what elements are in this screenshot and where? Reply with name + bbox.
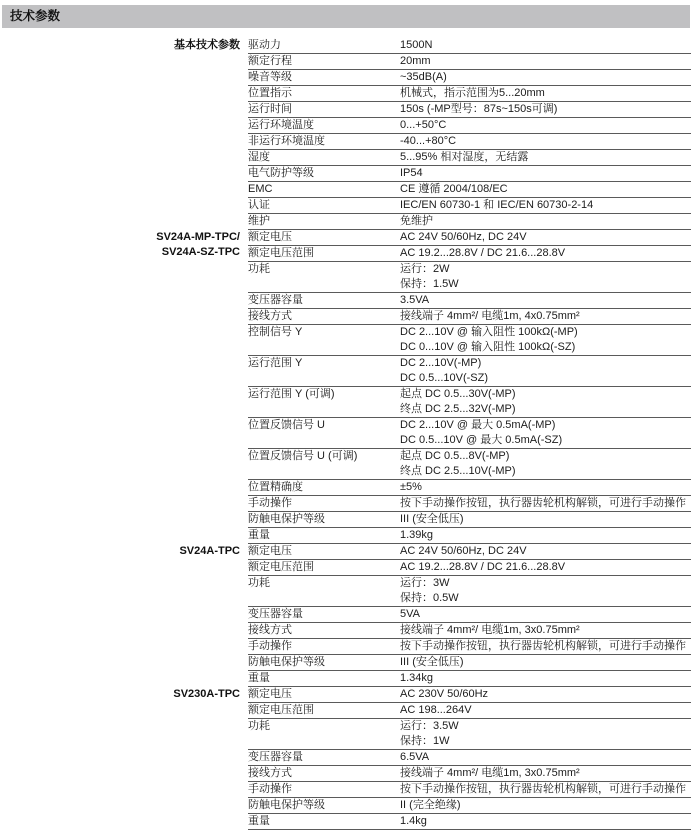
param-value [400,703,691,718]
param-name: 额定行程 [248,55,292,67]
param-value-line: AC 19.2...28.8V / DC 21.6...28.8V [400,247,566,259]
spec-section [0,38,694,230]
spec-row [248,86,691,102]
param-value-line: 20mm [400,55,431,67]
spec-row [248,182,691,198]
param-name: 运行环境温度 [248,119,314,131]
param-value-line: 按下手动操作按钮，执行器齿轮机构解锁，可进行手动操作 [400,783,686,795]
param-name: 手动操作 [248,640,292,652]
spec-row [248,671,691,687]
param-value [400,766,691,781]
param-name: 运行范围 Y [248,357,303,369]
param-value-line: ~35dB(A) [400,71,447,83]
spec-row [248,496,691,512]
param-value-line: 3.5VA [400,294,430,306]
param-value [400,544,691,559]
section-label [0,230,248,260]
param-value [400,418,691,448]
param-name: 湿度 [248,151,270,163]
param-name: 接线方式 [248,767,292,779]
param-name: 额定电压 [248,231,292,243]
param-value [400,198,691,213]
param-value-line: 保持：1W [400,735,450,747]
param-value [400,528,691,543]
param-name: 额定电压范围 [248,247,314,259]
param-name: 额定电压 [248,545,292,557]
param-value [400,150,691,165]
section-label [0,544,248,559]
spec-row [248,118,691,134]
param-name: 重量 [248,815,270,827]
param-value [400,182,691,197]
param-name: 认证 [248,199,270,211]
spec-table [0,38,694,830]
param-value-line: DC 2...10V(-MP) [400,357,482,369]
spec-row [248,750,691,766]
param-name: 额定电压范围 [248,561,314,573]
param-name: 噪音等级 [248,71,292,83]
section-header-bar [2,5,690,28]
param-value-line: DC 2...10V @ 输入阻性 100kΩ(-MP) [400,326,578,338]
param-value-line: III (安全低压) [400,513,464,525]
spec-row [248,356,691,387]
spec-row [248,166,691,182]
param-value-line: AC 24V 50/60Hz, DC 24V [400,231,527,243]
spec-row [248,687,691,703]
spec-row [248,607,691,623]
param-name: 驱动力 [248,39,281,51]
param-value-line: III (安全低压) [400,656,464,668]
param-value [400,309,691,324]
param-value-line: DC 0.5...10V @ 最大 0.5mA(-SZ) [400,434,563,446]
param-value [400,118,691,133]
param-value-line: DC 0...10V @ 输入阻性 100kΩ(-SZ) [400,341,576,353]
spec-row [248,782,691,798]
param-name: 变压器容量 [248,608,303,620]
param-name: 电气防护等级 [248,167,314,179]
param-value-line: 150s (-MP型号：87s~150s可调) [400,103,558,115]
param-value [400,449,691,479]
param-value-line: 起点 DC 0.5...8V(-MP) [400,450,510,462]
param-name: 功耗 [248,720,270,732]
param-value [400,719,691,749]
param-value-line: 运行：2W [400,263,450,275]
param-value-line: 终点 DC 2.5...10V(-MP) [400,465,516,477]
param-value-line: IP54 [400,167,423,179]
param-name: 变压器容量 [248,294,303,306]
param-name: 接线方式 [248,624,292,636]
param-value-line: AC 198...264V [400,704,472,716]
spec-row [248,293,691,309]
param-value-line: 1.4kg [400,815,427,827]
param-value-line: 1.34kg [400,672,434,684]
section-label-line: SV24A-TPC [179,545,240,557]
param-value-line: 1500N [400,39,433,51]
spec-row [248,512,691,528]
param-name: 非运行环境温度 [248,135,325,147]
param-value-line: 6.5VA [400,751,430,763]
param-value [400,814,691,829]
param-value [400,166,691,181]
param-value-line: DC 0.5...10V(-SZ) [400,372,489,384]
spec-row [248,719,691,750]
param-value-line: 保持：1.5W [400,278,459,290]
spec-row [248,480,691,496]
page-title: 技术参数 [10,9,61,23]
param-value-line: ±5% [400,481,422,493]
param-value [400,38,691,53]
spec-row [248,246,691,262]
param-value-line: 终点 DC 2.5...32V(-MP) [400,403,516,415]
section-label-line: SV230A-TPC [173,688,240,700]
param-value-line: IEC/EN 60730-1 和 IEC/EN 60730-2-14 [400,199,594,211]
param-value [400,134,691,149]
section-label [0,38,248,53]
param-value [400,750,691,765]
spec-row [248,623,691,639]
param-name: 变压器容量 [248,751,303,763]
param-value [400,655,691,670]
param-value [400,607,691,622]
spec-row [248,262,691,293]
param-value [400,560,691,575]
param-value-line: 按下手动操作按钮，执行器齿轮机构解锁，可进行手动操作 [400,640,686,652]
param-value [400,356,691,386]
param-name: 防触电保护等级 [248,513,325,525]
param-value [400,86,691,101]
param-value [400,798,691,813]
section-rows [248,230,691,544]
param-name: 额定电压范围 [248,704,314,716]
spec-row [248,70,691,86]
spec-row [248,544,691,560]
param-value [400,639,691,654]
param-name: 维护 [248,215,270,227]
spec-row [248,814,691,830]
param-value [400,480,691,495]
spec-row [248,54,691,70]
param-name: 位置指示 [248,87,292,99]
param-value [400,623,691,638]
param-value [400,671,691,686]
spec-row [248,309,691,325]
param-value [400,782,691,797]
param-value [400,102,691,117]
param-name: 运行范围 Y (可调) [248,388,335,400]
section-label-line: SV24A-SZ-TPC [161,246,240,258]
param-value-line: 1.39kg [400,529,434,541]
spec-row [248,528,691,544]
param-value-line: -40...+80°C [400,135,457,147]
spec-section [0,230,694,544]
spec-row [248,449,691,480]
param-value [400,230,691,245]
param-value [400,54,691,69]
spec-row [248,703,691,719]
param-name: 重量 [248,672,270,684]
section-label-line: SV24A-MP-TPC/ [156,231,240,243]
spec-row [248,576,691,607]
param-value [400,496,691,511]
param-value [400,387,691,417]
param-name: EMC [248,183,273,195]
param-value-line: 免维护 [400,215,433,227]
param-name: 功耗 [248,263,270,275]
param-name: 重量 [248,529,270,541]
param-value [400,262,691,292]
spec-row [248,387,691,418]
param-value [400,325,691,355]
param-value-line: 运行：3W [400,577,450,589]
spec-row [248,150,691,166]
section-rows [248,544,691,687]
param-value-line: 接线端子 4mm²/ 电缆1m, 3x0.75mm² [400,767,580,779]
spec-row [248,766,691,782]
param-name: 位置精确度 [248,481,303,493]
param-name: 额定电压 [248,688,292,700]
param-value-line: 运行：3.5W [400,720,459,732]
param-value-line: AC 230V 50/60Hz [400,688,489,700]
spec-row [248,798,691,814]
section-label-line: 基本技术参数 [174,39,240,51]
param-value [400,687,691,702]
param-value-line: 接线端子 4mm²/ 电缆1m, 3x0.75mm² [400,624,580,636]
param-name: 手动操作 [248,497,292,509]
param-name: 接线方式 [248,310,292,322]
param-name: 位置反馈信号 U [248,419,325,431]
spec-row [248,198,691,214]
spec-row [248,134,691,150]
param-value-line: 5...95% 相对湿度，无结露 [400,151,529,163]
spec-row [248,38,691,54]
param-value [400,512,691,527]
param-value-line: AC 19.2...28.8V / DC 21.6...28.8V [400,561,566,573]
param-value [400,246,691,261]
spec-row [248,214,691,230]
param-value-line: II (完全绝缘) [400,799,461,811]
param-value-line: AC 24V 50/60Hz, DC 24V [400,545,527,557]
param-value-line: 机械式，指示范围为5...20mm [400,87,545,99]
spec-row [248,230,691,246]
param-name: 功耗 [248,577,270,589]
spec-section [0,544,694,687]
param-value-line: 保持：0.5W [400,592,459,604]
spec-row [248,655,691,671]
param-value [400,293,691,308]
param-name: 控制信号 Y [248,326,303,338]
param-value-line: 接线端子 4mm²/ 电缆1m, 4x0.75mm² [400,310,580,322]
section-rows [248,687,691,830]
param-value-line: 按下手动操作按钮，执行器齿轮机构解锁，可进行手动操作 [400,497,686,509]
spec-row [248,102,691,118]
spec-row [248,325,691,356]
section-rows [248,38,691,230]
param-name: 防触电保护等级 [248,656,325,668]
param-value [400,214,691,229]
param-value-line: 0...+50°C [400,119,447,131]
param-name: 运行时间 [248,103,292,115]
param-name: 位置反馈信号 U (可调) [248,450,358,462]
spec-row [248,560,691,576]
param-value-line: 5VA [400,608,420,620]
param-value [400,576,691,606]
spec-section [0,687,694,830]
param-value-line: CE 遵循 2004/108/EC [400,183,508,195]
param-name: 手动操作 [248,783,292,795]
param-value [400,70,691,85]
param-value-line: 起点 DC 0.5...30V(-MP) [400,388,516,400]
param-value-line: DC 2...10V @ 最大 0.5mA(-MP) [400,419,556,431]
spec-row [248,639,691,655]
section-label [0,687,248,702]
param-name: 防触电保护等级 [248,799,325,811]
spec-row [248,418,691,449]
